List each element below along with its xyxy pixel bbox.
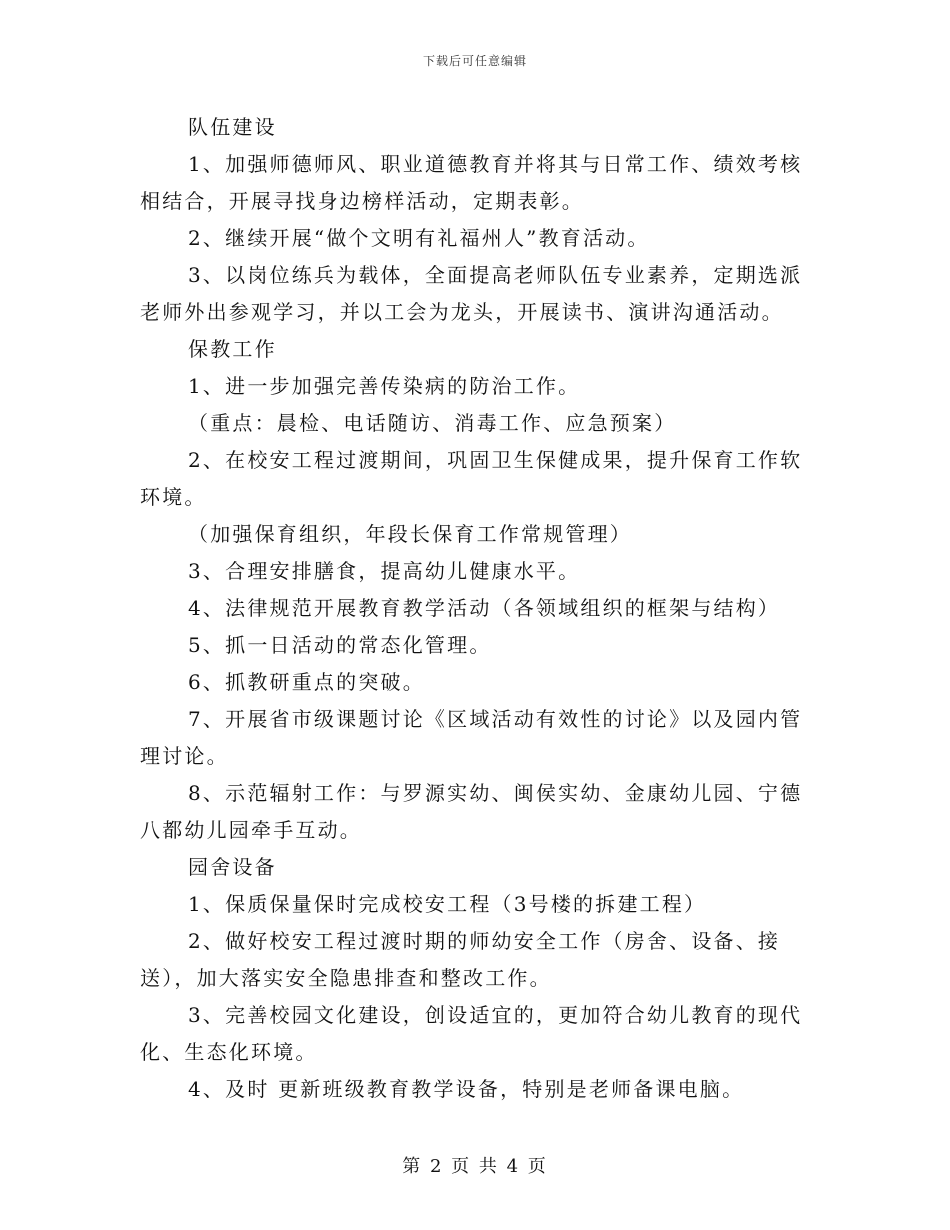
paragraph: 2、继续开展“做个文明有礼福州人”教育活动。 bbox=[188, 226, 650, 250]
paragraph: 2、做好校安工程过渡时期的师幼安全工作（房舍、设备、接送），加大落实安全隐患排查和整改工作。 bbox=[140, 929, 781, 990]
paragraph: 3、完善校园文化建设，创设适宜的，更加符合幼儿教育的现代化、生态化环境。 bbox=[140, 1003, 803, 1064]
paragraph: 1、保质保量保时完成校安工程（3号楼的拆建工程） bbox=[188, 892, 707, 916]
paragraph: （重点：晨检、电话随访、消毒工作、应急预案） bbox=[188, 411, 677, 435]
section-heading-care-education: 保教工作 bbox=[188, 337, 277, 361]
section-heading-team: 队伍建设 bbox=[188, 115, 277, 139]
paragraph: 1、加强师德师风、职业道德教育并将其与日常工作、绩效考核相结合，开展寻找身边榜样活动，定期表彰。 bbox=[140, 152, 803, 213]
paragraph: 4、及时 更新班级教育教学设备，特别是老师备课电脑。 bbox=[188, 1077, 745, 1101]
paragraph: 7、开展省市级课题讨论《区域活动有效性的讨论》以及园内管理讨论。 bbox=[140, 707, 803, 768]
paragraph: 2、在校安工程过渡期间，巩固卫生保健成果，提升保育工作软环境。 bbox=[140, 448, 803, 509]
page-header: 下载后可任意编辑 bbox=[422, 54, 527, 68]
paragraph: 3、以岗位练兵为载体，全面提高老师队伍专业素养，定期选派老师外出参观学习，并以工会为龙头，开展读书、演讲沟通活动。 bbox=[140, 263, 803, 324]
section-heading-facilities: 园舍设备 bbox=[188, 855, 277, 879]
document-body bbox=[140, 109, 820, 1108]
paragraph: 3、合理安排膳食，提高幼儿健康水平。 bbox=[188, 559, 581, 583]
paragraph: （加强保育组织，年段长保育工作常规管理） bbox=[188, 522, 632, 546]
paragraph: 4、法律规范开展教育教学活动（各领域组织的框架与结构） bbox=[188, 596, 781, 620]
paragraph: 5、抓一日活动的常态化管理。 bbox=[188, 633, 492, 657]
page-number-footer: 第 2 页 共 4 页 bbox=[402, 1156, 548, 1177]
paragraph: 8、示范辐射工作：与罗源实幼、闽侯实幼、金康幼儿园、宁德八都幼儿园牵手互动。 bbox=[140, 781, 803, 842]
paragraph: 6、抓教研重点的突破。 bbox=[188, 670, 425, 694]
paragraph: 1、进一步加强完善传染病的防治工作。 bbox=[188, 374, 581, 398]
